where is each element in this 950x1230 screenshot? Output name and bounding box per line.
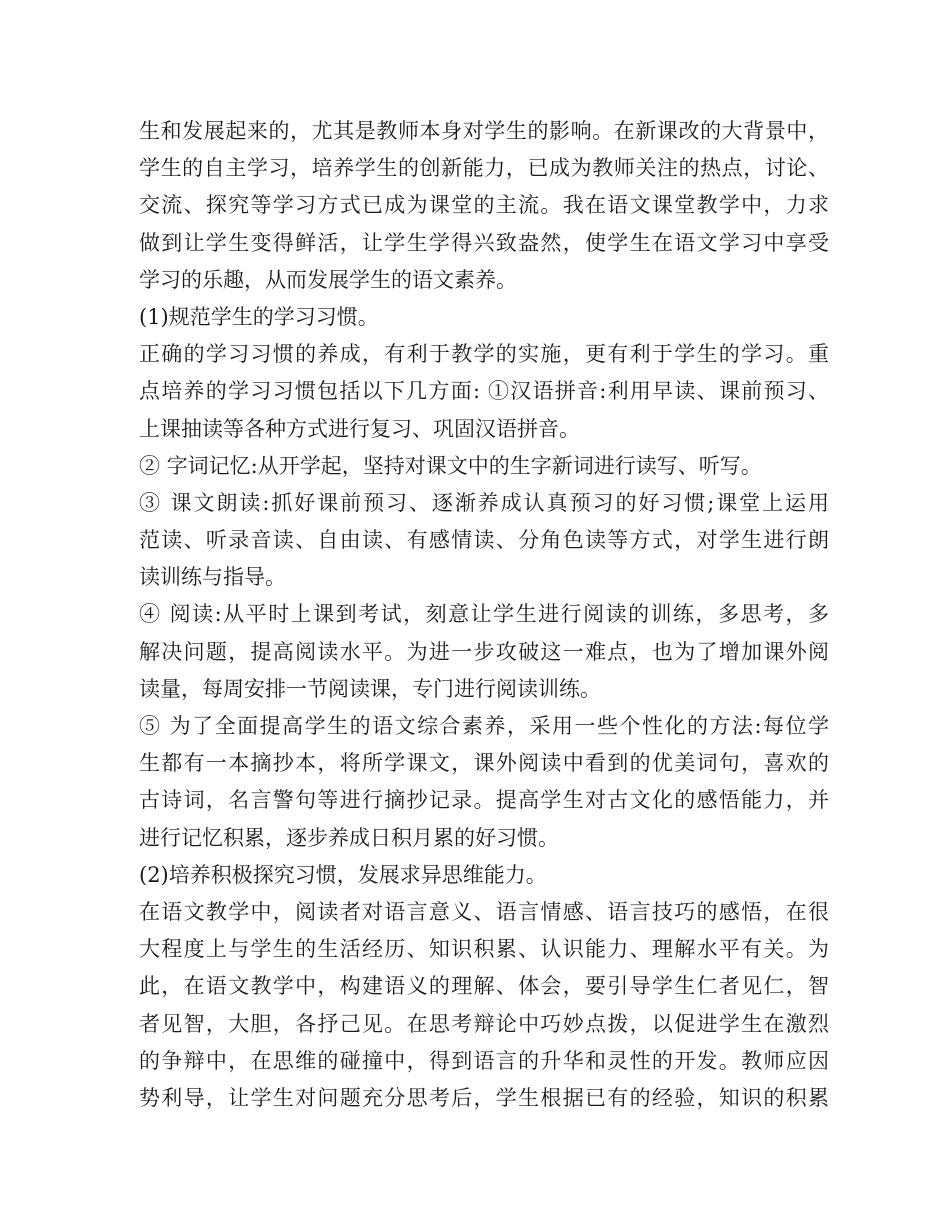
text-line: 生和发展起来的，尤其是教师本身对学生的影响。在新课改的大背景中， bbox=[139, 119, 829, 143]
text-line: (1)规范学生的学习习惯。 bbox=[139, 304, 379, 329]
body-text bbox=[139, 113, 829, 1117]
text-line: 交流、探究等学习方式已成为课堂的主流。我在语文课堂教学中，力求 bbox=[139, 193, 829, 218]
text-line: 点培养的学习习惯包括以下几方面: ①汉语拼音:利用早读、课前预习、 bbox=[139, 379, 829, 404]
text-line: ④ 阅读:从平时上课到考试，刻意让学生进行阅读的训练，多思考，多 bbox=[139, 602, 829, 627]
text-line: 正确的学习习惯的养成，有利于教学的实施，更有利于学生的学习。重 bbox=[139, 342, 829, 367]
text-line: 范读、听录音读、自由读、有感情读、分角色读等方式，对学生进行朗 bbox=[139, 528, 829, 553]
text-line: 读训练与指导。 bbox=[139, 565, 286, 590]
text-line: 学生的自主学习，培养学生的创新能力，已成为教师关注的热点，讨论、 bbox=[139, 156, 829, 181]
text-line: ② 字词记忆:从开学起，坚持对课文中的生字新词进行读写、听写。 bbox=[139, 453, 762, 478]
text-line: 的争辩中，在思维的碰撞中，得到语言的升华和灵性的开发。教师应因 bbox=[139, 1048, 829, 1073]
text-line: 解决问题，提高阅读水平。为进一步攻破这一难点，也为了增加课外阅 bbox=[139, 639, 829, 664]
text-line: ⑤ 为了全面提高学生的语文综合素养，采用一些个性化的方法:每位学 bbox=[139, 714, 829, 738]
text-line: (2)培养积极探究习惯，发展求异思维能力。 bbox=[139, 862, 547, 887]
text-line: 势利导，让学生对问题充分思考后，学生根据已有的经验，知识的积累 bbox=[139, 1085, 829, 1110]
text-line: 做到让学生变得鲜活，让学生学得兴致盎然，使学生在语文学习中享受 bbox=[139, 230, 829, 255]
text-line: 在语文教学中，阅读者对语言意义、语言情感、语言技巧的感悟，在很 bbox=[139, 899, 829, 924]
text-line: 古诗词，名言警句等进行摘抄记录。提高学生对古文化的感悟能力，并 bbox=[139, 788, 829, 813]
text-line: 学习的乐趣，从而发展学生的语文素养。 bbox=[139, 267, 517, 292]
text-line: 者见智，大胆，各抒己见。在思考辩论中巧妙点拨，以促进学生在激烈 bbox=[139, 1011, 829, 1036]
text-line: 大程度上与学生的生活经历、知识积累、认识能力、理解水平有关。为 bbox=[139, 937, 829, 962]
text-line: 进行记忆积累，逐步养成日积月累的好习惯。 bbox=[139, 825, 559, 850]
text-line: 此，在语文教学中，构建语义的理解、体会，要引导学生仁者见仁，智 bbox=[139, 974, 829, 999]
text-line: 生都有一本摘抄本，将所学课文，课外阅读中看到的优美词句，喜欢的 bbox=[139, 751, 829, 776]
text-line: 读量，每周安排一节阅读课，专门进行阅读训练。 bbox=[139, 676, 601, 701]
text-line: 上课抽读等各种方式进行复习、巩固汉语拼音。 bbox=[139, 416, 580, 441]
text-line: ③ 课文朗读:抓好课前预习、逐渐养成认真预习的好习惯;课堂上运用 bbox=[139, 490, 829, 515]
